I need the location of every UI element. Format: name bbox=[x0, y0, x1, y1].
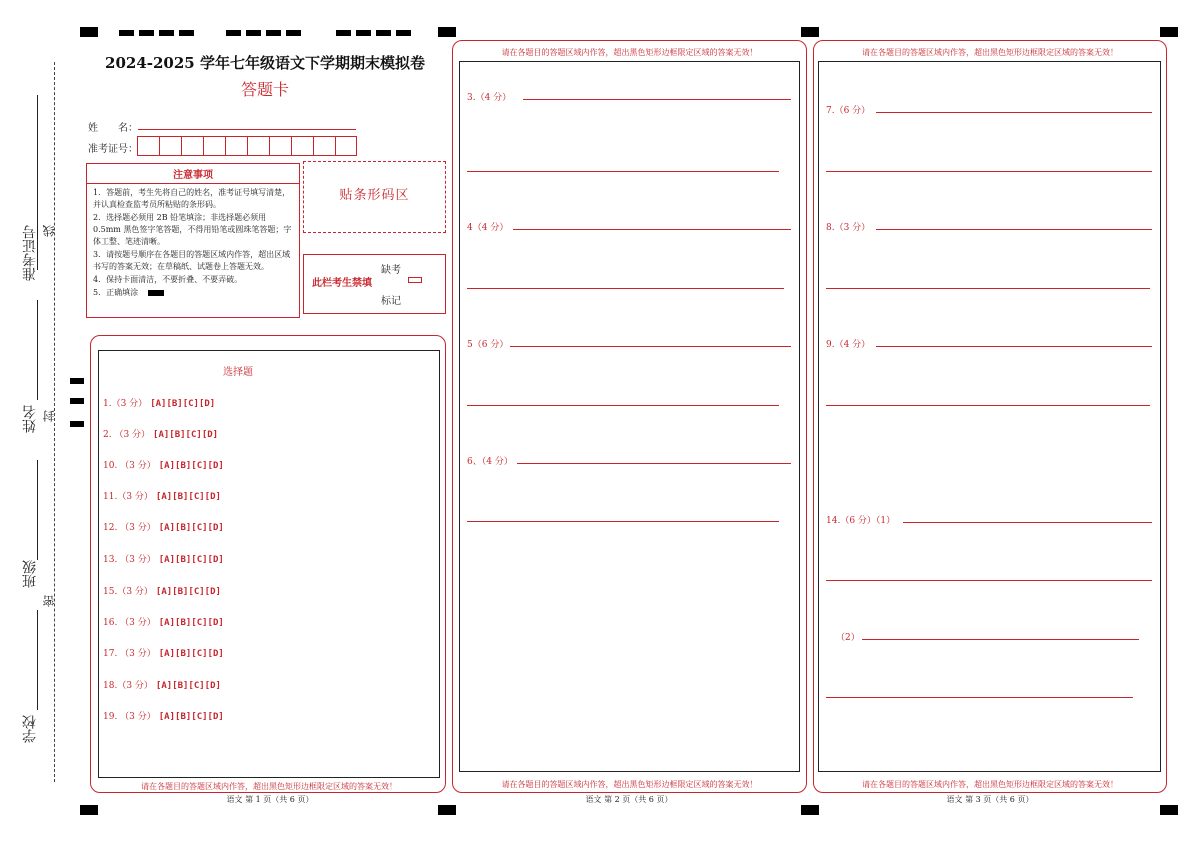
choice-row[interactable] bbox=[103, 427, 218, 440]
question-14-part2-label: （2） bbox=[836, 633, 860, 643]
notice-item: 1．答题前，考生先将自己的姓名，准考证号填写清楚，并认真检查监考员所粘贴的条形码。 bbox=[93, 188, 291, 209]
page3-number: 语文 第 3 页（共 6 页） bbox=[946, 795, 1034, 804]
filled-bubble-example bbox=[148, 290, 164, 296]
id-label: 准考证号： bbox=[88, 144, 138, 155]
id-number-boxes[interactable] bbox=[137, 136, 357, 156]
registration-mark bbox=[286, 30, 301, 36]
id-digit-box[interactable] bbox=[313, 136, 335, 156]
choice-options[interactable]: [A][B][C][D] bbox=[158, 555, 224, 565]
id-digit-box[interactable] bbox=[159, 136, 181, 156]
question-6-label: 6、（4 分） bbox=[467, 457, 513, 467]
registration-mark bbox=[139, 30, 154, 36]
id-digit-box[interactable] bbox=[225, 136, 247, 156]
answer-line[interactable] bbox=[862, 639, 1139, 640]
answer-line[interactable] bbox=[826, 697, 1133, 698]
answer-line[interactable] bbox=[826, 405, 1150, 406]
choice-row[interactable] bbox=[103, 646, 224, 659]
choice-options[interactable]: [A][B][C][D] bbox=[155, 587, 221, 597]
choice-number: 18.（3 分） bbox=[103, 681, 153, 691]
notice-item: 5．正确填涂 bbox=[93, 288, 139, 297]
choice-heading: 选择题 bbox=[223, 367, 253, 378]
choice-number: 2. （3 分） bbox=[103, 430, 151, 440]
page2-warning-bottom: 请在各题目的答题区域内作答，超出黑色矩形边框限定区域的答案无效！ bbox=[501, 780, 758, 789]
notice-list bbox=[87, 184, 299, 303]
choice-row[interactable] bbox=[103, 584, 221, 597]
choice-number: 1.（3 分） bbox=[103, 399, 148, 409]
question-3-label: 3.（4 分） bbox=[467, 93, 512, 103]
barcode-area-label: 贴条形码区 bbox=[339, 188, 410, 203]
answer-line[interactable] bbox=[510, 346, 791, 347]
registration-mark bbox=[80, 805, 98, 815]
answer-line[interactable] bbox=[826, 171, 1152, 172]
registration-mark bbox=[80, 27, 98, 37]
answer-line[interactable] bbox=[826, 580, 1152, 581]
margin-line-name bbox=[37, 300, 38, 400]
choice-options[interactable]: [A][B][C][D] bbox=[150, 399, 216, 409]
registration-mark bbox=[246, 30, 261, 36]
choice-options[interactable]: [A][B][C][D] bbox=[158, 523, 224, 533]
question-7-label: 7.（6 分） bbox=[826, 106, 871, 116]
page3-warning-bottom: 请在各题目的答题区域内作答，超出黑色矩形边框限定区域的答案无效！ bbox=[862, 780, 1118, 789]
notice-item: 2．选择题必须用 2B 铅笔填涂；非选择题必须用 0.5mm 黑色签字笔答题，不得用铅笔或圆珠笔答题；字体工整、笔迹清晰。 bbox=[93, 213, 292, 246]
notice-box bbox=[86, 163, 300, 318]
registration-mark bbox=[70, 378, 84, 384]
id-digit-box[interactable] bbox=[247, 136, 269, 156]
choice-number: 10. （3 分） bbox=[103, 461, 156, 471]
answer-line[interactable] bbox=[517, 463, 791, 464]
choice-options[interactable]: [A][B][C][D] bbox=[158, 461, 224, 471]
exam-title: 2024-2025 学年七年级语文下学期期末模拟卷 bbox=[105, 54, 425, 72]
answer-line[interactable] bbox=[876, 229, 1152, 230]
registration-mark bbox=[356, 30, 371, 36]
choice-row[interactable] bbox=[103, 396, 215, 409]
choice-row[interactable] bbox=[103, 489, 221, 502]
answer-card-title: 答题卡 bbox=[240, 80, 289, 99]
id-digit-box[interactable] bbox=[137, 136, 159, 156]
binding-dashed-line bbox=[54, 62, 55, 782]
choice-options[interactable]: [A][B][C][D] bbox=[153, 430, 219, 440]
answer-line[interactable] bbox=[513, 229, 791, 230]
answer-line[interactable] bbox=[876, 346, 1152, 347]
page1-warning: 请在各题目的答题区域内作答，超出黑色矩形边框限定区域的答案无效！ bbox=[141, 782, 397, 791]
page3-panel-inner bbox=[818, 61, 1161, 772]
registration-mark bbox=[119, 30, 134, 36]
answer-line[interactable] bbox=[903, 522, 1152, 523]
page3-warning-top: 请在各题目的答题区域内作答，超出黑色矩形边框限定区域的答案无效！ bbox=[862, 48, 1118, 57]
question-9-label: 9.（4 分） bbox=[826, 340, 871, 350]
answer-line[interactable] bbox=[467, 288, 784, 289]
name-label: 姓 名： bbox=[88, 123, 138, 134]
registration-mark bbox=[1160, 805, 1178, 815]
page2-panel-inner bbox=[459, 61, 800, 772]
choice-number: 13. （3 分） bbox=[103, 555, 156, 565]
id-digit-box[interactable] bbox=[203, 136, 225, 156]
choice-number: 19. （3 分） bbox=[103, 712, 156, 722]
choice-number: 17. （3 分） bbox=[103, 649, 156, 659]
margin-id-label: 准考证号 bbox=[22, 225, 38, 281]
absent-checkbox[interactable] bbox=[408, 277, 422, 283]
forbidden-label: 此栏考生禁填 bbox=[312, 278, 372, 289]
margin-seal-char: 封 bbox=[42, 410, 56, 422]
choice-row[interactable] bbox=[103, 520, 224, 533]
margin-line-char: 线 bbox=[42, 225, 56, 237]
registration-mark bbox=[801, 805, 819, 815]
absent-mark-box bbox=[303, 254, 446, 314]
answer-line[interactable] bbox=[467, 521, 779, 522]
choice-number: 12. （3 分） bbox=[103, 523, 156, 533]
choice-options[interactable]: [A][B][C][D] bbox=[158, 618, 224, 628]
barcode-area bbox=[303, 161, 446, 233]
registration-mark bbox=[1160, 27, 1178, 37]
choice-row[interactable] bbox=[103, 709, 224, 722]
choice-row[interactable] bbox=[103, 458, 224, 471]
registration-mark bbox=[396, 30, 411, 36]
page1-number: 语文 第 1 页（共 6 页） bbox=[226, 795, 314, 804]
question-4-label: 4（4 分） bbox=[467, 223, 509, 233]
choice-row[interactable] bbox=[103, 552, 224, 565]
registration-mark bbox=[179, 30, 194, 36]
registration-mark bbox=[438, 805, 456, 815]
question-8-label: 8.（3 分） bbox=[826, 223, 871, 233]
id-digit-box[interactable] bbox=[335, 136, 357, 156]
margin-name-label: 姓名 bbox=[22, 405, 38, 433]
name-input-line[interactable] bbox=[138, 129, 356, 130]
id-digit-box[interactable] bbox=[291, 136, 313, 156]
registration-mark bbox=[70, 421, 84, 427]
registration-mark bbox=[226, 30, 241, 36]
notice-item: 3．请按题号顺序在各题目的答题区域内作答，超出区域书写的答案无效；在草稿纸、试题卷上答题无效。 bbox=[93, 250, 291, 271]
notice-title: 注意事项 bbox=[87, 164, 299, 184]
question-14-label: 14.（6 分）（1） bbox=[826, 516, 896, 526]
answer-line[interactable] bbox=[523, 99, 791, 100]
answer-line[interactable] bbox=[826, 288, 1150, 289]
answer-line[interactable] bbox=[876, 112, 1152, 113]
choice-number: 15.（3 分） bbox=[103, 587, 153, 597]
choice-options[interactable]: [A][B][C][D] bbox=[155, 492, 221, 502]
page2-warning-top: 请在各题目的答题区域内作答，超出黑色矩形边框限定区域的答案无效！ bbox=[501, 48, 758, 57]
choice-options[interactable]: [A][B][C][D] bbox=[158, 649, 224, 659]
absent-label-bottom: 标记 bbox=[381, 296, 401, 307]
choice-row[interactable] bbox=[103, 678, 221, 691]
notice-item: 4．保持卡面清洁，不要折叠、不要弄破。 bbox=[93, 275, 243, 284]
choice-number: 16. （3 分） bbox=[103, 618, 156, 628]
registration-mark bbox=[801, 27, 819, 37]
choice-row[interactable] bbox=[103, 615, 224, 628]
registration-mark bbox=[336, 30, 351, 36]
registration-mark bbox=[438, 27, 456, 37]
answer-line[interactable] bbox=[467, 405, 779, 406]
answer-line[interactable] bbox=[467, 171, 779, 172]
choice-options[interactable]: [A][B][C][D] bbox=[155, 681, 221, 691]
registration-mark bbox=[376, 30, 391, 36]
margin-secret-char: 密 bbox=[42, 595, 56, 607]
absent-label-top: 缺考 bbox=[381, 265, 401, 276]
question-5-label: 5（6 分） bbox=[467, 340, 509, 350]
registration-mark bbox=[266, 30, 281, 36]
margin-line-school bbox=[37, 610, 38, 710]
registration-mark bbox=[159, 30, 174, 36]
margin-line-class bbox=[37, 460, 38, 560]
registration-mark bbox=[70, 398, 84, 404]
choice-options[interactable]: [A][B][C][D] bbox=[158, 712, 224, 722]
choice-number: 11.（3 分） bbox=[103, 492, 153, 502]
id-digit-box[interactable] bbox=[181, 136, 203, 156]
margin-school-label: 学校 bbox=[22, 715, 38, 743]
margin-class-label: 班级 bbox=[22, 560, 38, 588]
id-digit-box[interactable] bbox=[269, 136, 291, 156]
page2-number: 语文 第 2 页（共 6 页） bbox=[585, 795, 673, 804]
notice-item-fill-example bbox=[93, 287, 293, 299]
